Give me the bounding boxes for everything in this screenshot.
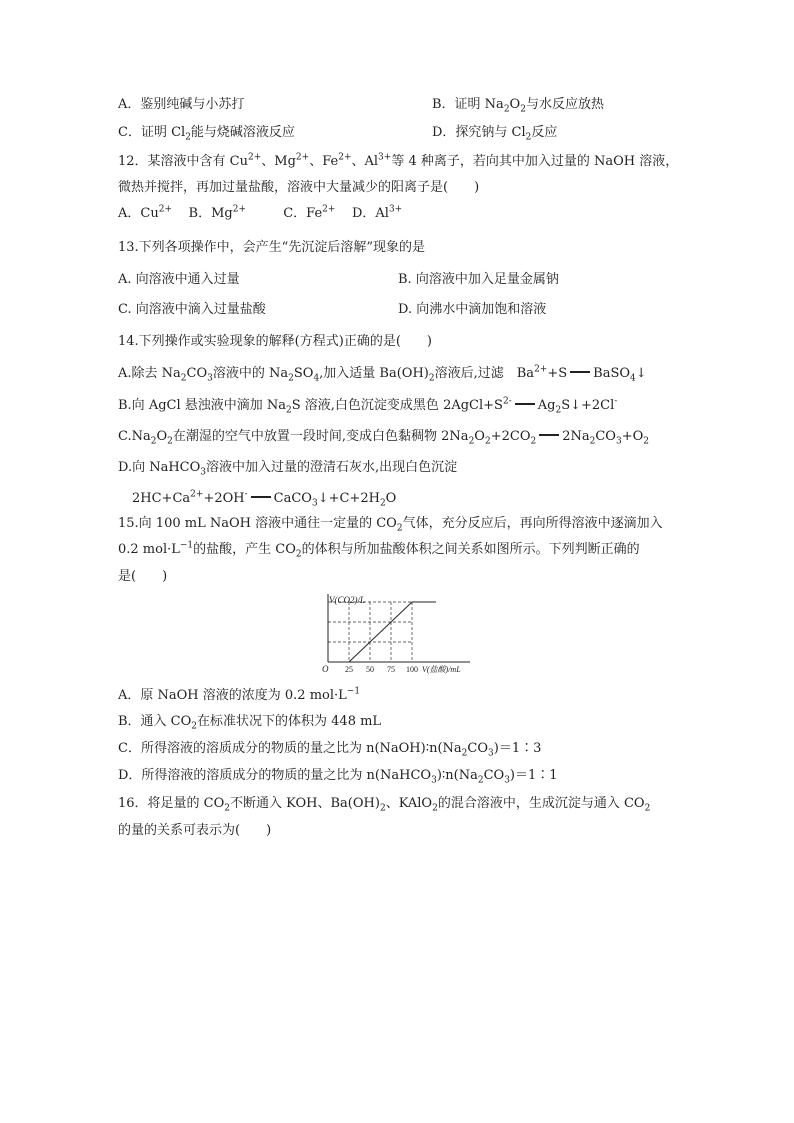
q11-option-b: B．证明 $Na_2O_2$与水反应放热 <box>432 97 604 115</box>
q15-option-a: A．原 NaOH 溶液的浓度为 0.2 $mol\cdot L^{-1}$ <box>118 686 361 703</box>
q12-stem-line1: 12．某溶液中含有 $Cu^{2+}$、$Mg^{2+}$、$Fe^{2+}$、$Al^{3+}$等 4 种离子，若向其中加入过量的 NaOH 溶液， <box>118 152 679 169</box>
q12-stem-line2: 微热并搅拌，再加过量盐酸，溶液中大量减少的阳离子是( ) <box>118 180 480 195</box>
q11-option-d: D．探究钠与 $Cl_2$反应 <box>432 125 558 143</box>
q12-option-b: B．$Mg^{2+}$ <box>188 204 246 221</box>
q13-option-c: C. 向溶液中滴入过量盐酸 <box>118 302 266 317</box>
q14-option-b: B.向 AgCl 悬浊液中滴加 $Na_2S$ 溶液,白色沉淀变成黑色 $2AgCl+S^{2-}$ $Ag_2S↓+2Cl^-$ <box>118 396 618 416</box>
chart-series <box>328 602 436 662</box>
x-tick-label: 100 <box>406 665 418 674</box>
q12-option-a: A．$Cu^{2+}$ <box>118 204 172 221</box>
q14-option-a: A.除去 $Na_2CO_3$溶液中的 $Na_2SO_4$,加入适量 $Ba(OH)_2$溶液后,过滤 $Ba^{2+}+S$ BaSO$_4$↓ <box>118 364 647 384</box>
x-axis-label: V(盐酸)/mL <box>422 665 461 674</box>
q13-option-a: A. 向溶液中通入过量 <box>118 272 240 287</box>
q14-option-d-line2: $2HC+Ca^{2+}+2OH^-$ $CaCO_3↓+C+2H_2O$ <box>132 489 397 509</box>
q14-stem: 14.下列操作或实验现象的解释(方程式)正确的是( ) <box>118 334 432 349</box>
q12-option-d: D．$Al^{3+}$ <box>351 204 403 221</box>
reaction-arrow <box>251 496 271 498</box>
q15-option-d: D．所得溶液的溶质成分的物质的量之比为 $n(NaHCO_3)∶n(Na_2CO_3)=1∶1$ <box>118 768 558 786</box>
q14-option-d-line1: D.向 NaHCO$_3$溶液中加入过量的澄清石灰水,出现白色沉淀 <box>118 460 458 478</box>
x-tick-label: 75 <box>387 665 395 674</box>
reaction-arrow <box>570 371 590 373</box>
y-axis-label: V(CO2)/L <box>329 595 365 605</box>
q13-option-b: B. 向溶液中加入足量金属钠 <box>398 272 559 287</box>
q15-stem-line1: 15.向 100 mL NaOH 溶液中通往一定量的 $CO_2$气体，充分反应后，再向所得溶液中逐滴加入 <box>118 516 663 534</box>
q12-options <box>118 206 402 222</box>
x-tick-labels <box>345 665 418 674</box>
q11-option-a: A．鉴别纯碱与小苏打 <box>118 97 245 112</box>
reaction-arrow <box>539 434 559 436</box>
q15-option-b: B．通入 $CO_2$在标准状况下的体积为 448 mL <box>118 714 382 732</box>
q12-option-c: C．$Fe^{2+}$ <box>283 204 336 221</box>
origin-label: O <box>322 664 329 674</box>
x-tick-label: 25 <box>345 665 353 674</box>
q16-stem-line2: 的量的关系可表示为( ) <box>118 823 272 838</box>
q15-option-c: C．所得溶液的溶质成分的物质的量之比为 $n(NaOH)∶n(Na_2CO_3)=1∶3$ <box>118 741 542 759</box>
x-tick-label: 50 <box>366 665 374 674</box>
chart-grid <box>328 602 412 662</box>
q11-option-c: C．证明 $Cl_2$能与烧碱溶液反应 <box>118 125 295 143</box>
reaction-arrow <box>515 403 535 405</box>
q13-stem: 13.下列各项操作中，会产生“先沉淀后溶解”现象的是 <box>118 240 425 255</box>
co2-volume-chart <box>318 592 478 678</box>
q16-stem-line1: 16．将足量的 $CO_2$不断通入 KOH、$Ba(OH)_2$、KAlO$_2$的混合溶液中，生成沉淀与通入 $CO_2$ <box>118 796 651 814</box>
q15-stem-line2: 0.2 $mol\cdot L^{-1}$的盐酸，产生 $CO_2$的体积与所加盐酸体积之间关系如图所示。下列判断正确的 <box>118 540 640 560</box>
q13-option-d: D. 向沸水中滴加饱和溶液 <box>398 302 547 317</box>
q14-option-c: $C.Na_2O_2$在潮湿的空气中放置一段时间,变成白色黏稠物 $2Na_2O_2+2CO_2$ $2Na_2CO_3+O_2$ <box>118 429 649 447</box>
q15-stem-line3: 是( ) <box>118 569 168 584</box>
